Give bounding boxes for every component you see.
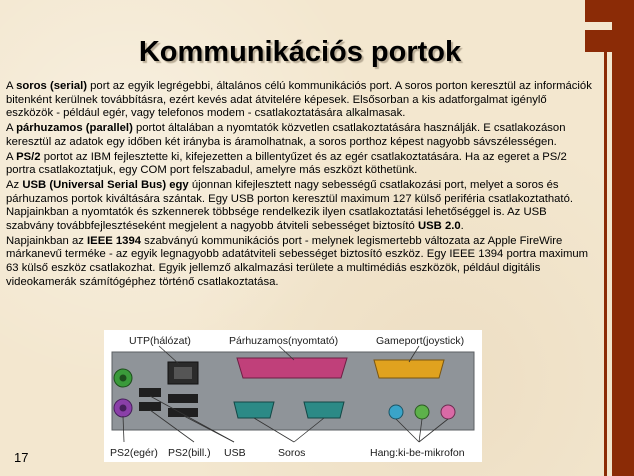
label-utp: UTP(hálózat) <box>129 335 191 347</box>
paragraph-ps2: A PS/2 portot az IBM fejlesztette ki, kifejezetten a billentyűzet és az egér csatlakoztatására. Ha az egeret a PS/2 portra csatlakoztatjuk, egy COM port felszabadul, amelyre más eszközt köthetünk. <box>6 150 567 177</box>
serial-port-1 <box>234 402 274 418</box>
paragraph-parallel: A párhuzamos (parallel) portot általában a nyomtatók közvetlen csatlakoztatására használják. E csatlakozáson keresztül az adatok egy időben két irányba is áramolhatnak, a soros porthoz képest nagyobb sávszélességen. <box>6 122 566 148</box>
paragraph-usb: Az USB (Universal Serial Bus) egy újonnan kifejlesztett nagy sebességű csatlakozási port, melyet a soros és párhuzamos portok kiváltására szántak. Egy USB porton keresztül maximum 127 külső periféria csatlakoztatható. Napjainkban a nyomtatók és szkennerek többsége rendelkezik ilyen csatlakoztatási lehetőséggel is. Az USB szabvány továbbfejlesztéseként megjelent a nagyobb átviteli sebességet biztosító USB 2.0. <box>6 178 573 233</box>
label-ps2-mouse: PS2(egér) <box>110 447 158 459</box>
paragraph-serial: A soros (serial) port az egyik legrégebbi, általános célú kommunikációs port. A soros porton keresztül az információk bitenként kerülnek továbbításra, ezért kevés adat átvitelére képesek. Elsősorban a kis adatforgalmat igénylő eszközök - például egér, vagy telefonos modem - csatlakoztatására alkalmasak. <box>6 80 592 120</box>
term-serial: soros (serial) <box>16 80 88 92</box>
game-port <box>374 360 444 378</box>
label-parallel: Párhuzamos(nyomtató) <box>229 335 339 347</box>
label-ps2-keyboard: PS2(bill.) <box>168 447 211 459</box>
parallel-port <box>237 358 347 378</box>
term-parallel: párhuzamos (parallel) <box>16 122 133 135</box>
port-panel-photo <box>104 330 482 462</box>
term-usb2: USB 2.0 <box>417 220 461 233</box>
usb-port-4 <box>139 402 161 411</box>
audio-line-out-jack <box>415 405 429 419</box>
usb-port-3 <box>139 388 161 397</box>
usb-port-2 <box>168 408 198 417</box>
slide-content <box>6 80 596 291</box>
page-number: 17 <box>14 450 29 465</box>
audio-mic-jack <box>441 405 455 419</box>
slide-title: Kommunikációs portok <box>138 36 462 68</box>
term-ieee1394: IEEE 1394 <box>87 234 142 247</box>
accent-line-right <box>604 52 607 476</box>
label-usb: USB <box>224 447 246 459</box>
label-gameport: Gameport(joystick) <box>376 335 465 347</box>
paragraph-ieee1394: Napjainkban az IEEE 1394 szabványú kommunikációs port - melynek legismertebb változata az Apple FireWire márkanevű terméke - az egyik legnagyobb adatátviteli sebességet biztosító eszköz. Egy IEEE 1394 portra maximum 63 külső eszköz csatlakozhat. Egyik jellemző alkalmazási területe a multimédiás eszközök, például digitális videokamerák számítógéphez történő csatlakoztatása. <box>6 234 589 288</box>
term-usb: USB (Universal Serial Bus) egy <box>22 178 189 191</box>
port-panel-illustration <box>104 330 482 462</box>
label-serial: Soros <box>278 447 306 459</box>
serial-port-2 <box>304 402 344 418</box>
usb-port-1 <box>168 394 198 403</box>
term-ps2: PS/2 <box>16 150 41 163</box>
audio-line-in-jack <box>389 405 403 419</box>
accent-bar-right <box>612 0 634 476</box>
label-sound: Hang:ki-be-mikrofon <box>370 447 465 459</box>
